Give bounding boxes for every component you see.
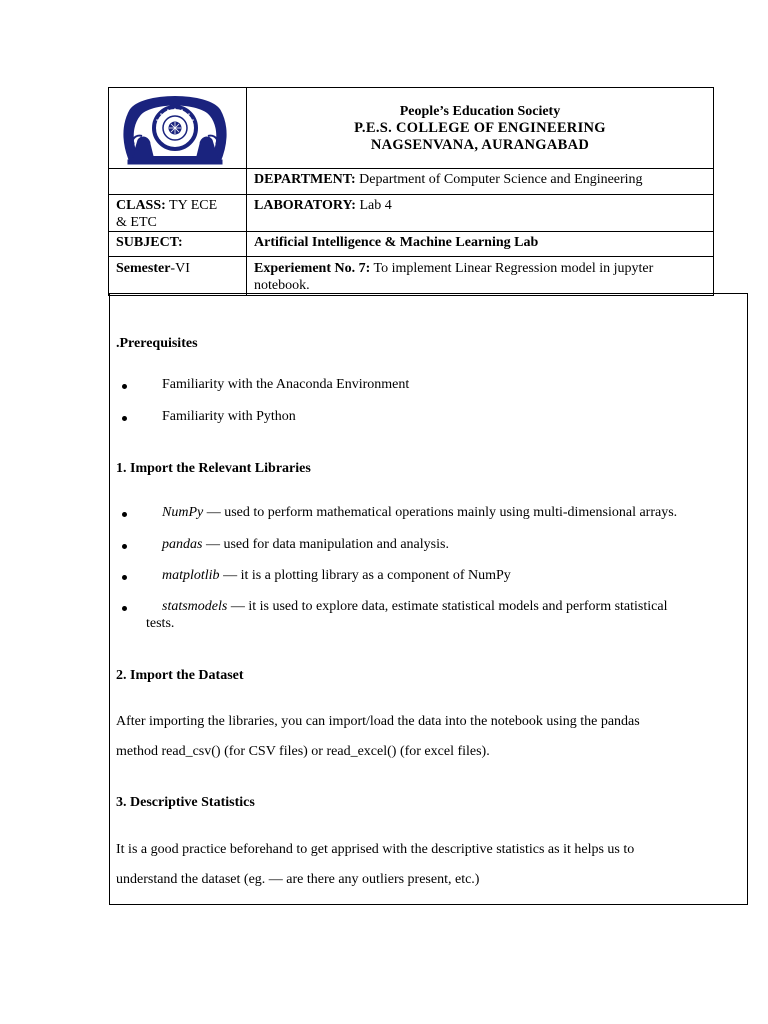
experiment-cell bbox=[247, 257, 714, 296]
library-item-statsmodels bbox=[162, 599, 667, 615]
bullet-icon bbox=[122, 512, 127, 517]
library-name: pandas bbox=[162, 537, 203, 552]
section-3-paragraph-line2: understand the dataset (eg. — are there any outliers present, etc.) bbox=[116, 872, 480, 887]
institution-college: P.E.S. COLLEGE OF ENGINEERING bbox=[354, 119, 606, 136]
section-2-paragraph-line1: After importing the libraries, you can import/load the data into the notebook using the pandas bbox=[116, 714, 640, 729]
class-label: CLASS: bbox=[116, 198, 166, 213]
department-label: DEPARTMENT: bbox=[254, 172, 356, 187]
library-name: matplotlib bbox=[162, 568, 220, 583]
bullet-icon bbox=[122, 575, 127, 580]
experiment-label: Experiement No. 7: bbox=[254, 261, 371, 276]
content-box bbox=[109, 293, 748, 905]
class-value: TY ECE bbox=[169, 198, 218, 213]
laboratory-value: Lab 4 bbox=[359, 198, 392, 213]
library-desc: — used to perform mathematical operations mainly using multi-dimensional arrays. bbox=[203, 505, 678, 520]
semester-label: Semester bbox=[116, 261, 171, 276]
bullet-icon bbox=[122, 416, 127, 421]
library-item-statsmodels-cont: tests. bbox=[146, 616, 175, 631]
logo-cell bbox=[109, 88, 247, 169]
class-cell bbox=[109, 195, 247, 232]
section-3-heading: 3. Descriptive Statistics bbox=[116, 795, 255, 810]
library-desc: — used for data manipulation and analysis. bbox=[202, 537, 449, 552]
code-read-excel: read_excel() bbox=[326, 744, 397, 759]
laboratory-label: LABORATORY: bbox=[254, 198, 356, 213]
text: method bbox=[116, 744, 162, 759]
semester-cell bbox=[109, 257, 247, 296]
prerequisites-heading: .Prerequisites bbox=[116, 336, 198, 351]
bullet-icon bbox=[122, 606, 127, 611]
text: (for excel files). bbox=[396, 744, 490, 759]
institution-location: NAGSENVANA, AURANGABAD bbox=[370, 136, 590, 153]
experiment-value: To implement Linear Regression model in jupyter bbox=[373, 261, 654, 276]
department-value: Department of Computer Science and Engineering bbox=[359, 172, 643, 187]
section-2-paragraph-line2 bbox=[116, 744, 490, 760]
section-1-heading: 1. Import the Relevant Libraries bbox=[116, 461, 311, 476]
bullet-icon bbox=[122, 544, 127, 549]
library-desc: — it is used to explore data, estimate statistical models and perform statistical bbox=[227, 599, 668, 614]
class-value-cont: & ETC bbox=[116, 215, 157, 230]
pes-emblem-logo bbox=[116, 88, 234, 166]
library-item-pandas bbox=[162, 537, 449, 553]
laboratory-cell bbox=[247, 195, 714, 232]
institution-cell bbox=[247, 88, 714, 169]
subject-value: Artificial Intelligence & Machine Learning Lab bbox=[254, 235, 539, 250]
bullet-icon bbox=[122, 384, 127, 389]
section-3-paragraph-line1: It is a good practice beforehand to get apprised with the descriptive statistics as it helps us to bbox=[116, 842, 635, 857]
library-item-matplotlib bbox=[162, 568, 511, 584]
subject-value-cell bbox=[247, 232, 714, 257]
library-desc: — it is a plotting library as a component of NumPy bbox=[219, 568, 511, 583]
institution-society: People’s Education Society bbox=[399, 103, 561, 119]
subject-label-cell bbox=[109, 232, 247, 257]
library-name: statsmodels bbox=[162, 599, 228, 614]
subject-label: SUBJECT: bbox=[116, 235, 183, 250]
prereq-item: Familiarity with Python bbox=[162, 409, 296, 424]
header-table bbox=[108, 87, 714, 296]
text: (for CSV files) or bbox=[220, 744, 327, 759]
dept-empty-cell bbox=[109, 169, 247, 195]
prereq-item: Familiarity with the Anaconda Environment bbox=[162, 377, 410, 392]
department-cell bbox=[247, 169, 714, 195]
code-read-csv: read_csv() bbox=[161, 744, 221, 759]
experiment-value-cont: notebook. bbox=[254, 278, 310, 293]
library-name: NumPy bbox=[162, 505, 204, 520]
semester-value: -VI bbox=[170, 261, 190, 276]
section-2-heading: 2. Import the Dataset bbox=[116, 668, 244, 683]
library-item-numpy bbox=[162, 505, 677, 521]
